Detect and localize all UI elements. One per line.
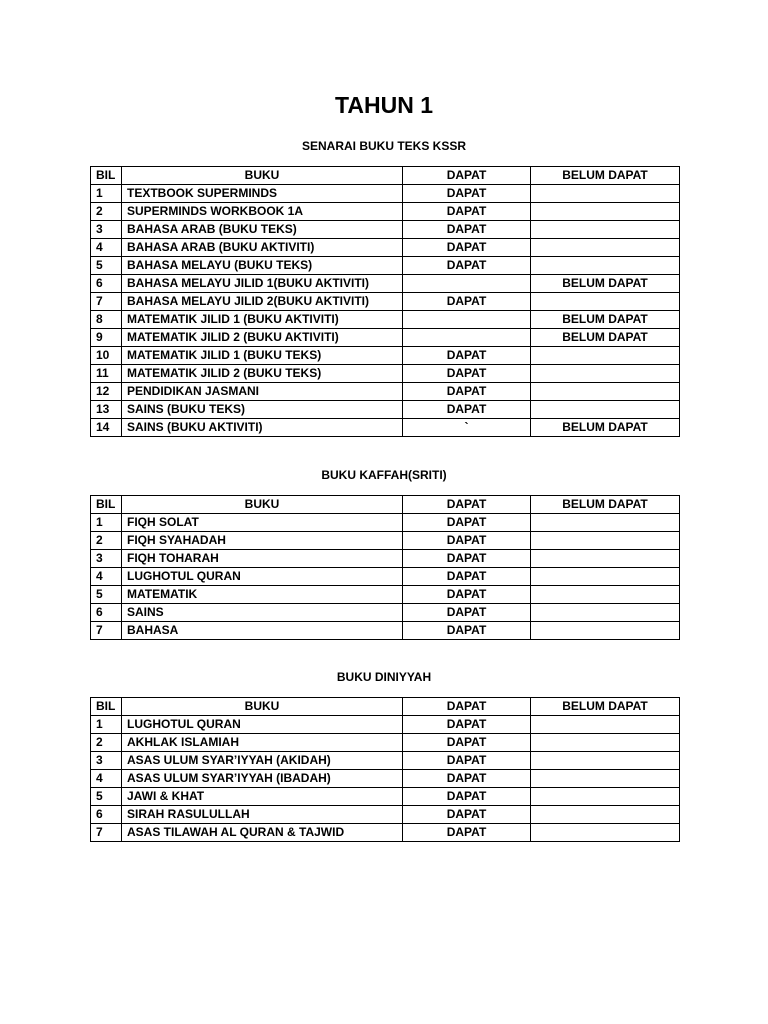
buku-cell: JAWI & KHAT xyxy=(122,788,403,806)
dapat-cell: DAPAT xyxy=(403,293,531,311)
bil-cell: 5 xyxy=(91,586,122,604)
table-row xyxy=(91,586,680,604)
dapat-cell: DAPAT xyxy=(403,550,531,568)
belum-dapat-cell xyxy=(531,586,680,604)
belum-dapat-cell xyxy=(531,347,680,365)
table-kssr xyxy=(90,166,680,437)
buku-cell: ASAS TILAWAH AL QURAN & TAJWID xyxy=(122,824,403,842)
bil-cell: 1 xyxy=(91,514,122,532)
section-title-kssr: SENARAI BUKU TEKS KSSR xyxy=(301,139,466,153)
table-row xyxy=(91,514,680,532)
belum-dapat-cell xyxy=(531,752,680,770)
table-row xyxy=(91,383,680,401)
table-header-row xyxy=(91,496,680,514)
table-row xyxy=(91,203,680,221)
dapat-cell: DAPAT xyxy=(403,514,531,532)
dapat-cell xyxy=(403,311,531,329)
table-row xyxy=(91,293,680,311)
bil-cell: 7 xyxy=(91,622,122,640)
bil-cell: 3 xyxy=(91,221,122,239)
buku-cell: SAINS xyxy=(122,604,403,622)
dapat-cell: DAPAT xyxy=(403,568,531,586)
table-row xyxy=(91,806,680,824)
belum-dapat-cell xyxy=(531,293,680,311)
bil-cell: 5 xyxy=(91,257,122,275)
section-title-diniyyah: BUKU DINIYYAH xyxy=(336,670,432,684)
buku-cell: PENDIDIKAN JASMANI xyxy=(122,383,403,401)
header-bil: BIL xyxy=(91,167,122,185)
belum-dapat-cell xyxy=(531,550,680,568)
table-row xyxy=(91,550,680,568)
table-row xyxy=(91,716,680,734)
dapat-cell: DAPAT xyxy=(403,824,531,842)
bil-cell: 6 xyxy=(91,806,122,824)
belum-dapat-cell: BELUM DAPAT xyxy=(531,329,680,347)
header-belum-dapat: BELUM DAPAT xyxy=(531,698,680,716)
dapat-cell: DAPAT xyxy=(403,752,531,770)
buku-cell: MATEMATIK JILID 2 (BUKU AKTIVITI) xyxy=(122,329,403,347)
bil-cell: 7 xyxy=(91,824,122,842)
buku-cell: SIRAH RASULULLAH xyxy=(122,806,403,824)
dapat-cell xyxy=(403,329,531,347)
bil-cell: 2 xyxy=(91,532,122,550)
buku-cell: BAHASA MELAYU JILID 1(BUKU AKTIVITI) xyxy=(122,275,403,293)
buku-cell: BAHASA xyxy=(122,622,403,640)
header-dapat: DAPAT xyxy=(403,698,531,716)
section-title-kaffah: BUKU KAFFAH(SRITI) xyxy=(321,468,447,482)
table-row xyxy=(91,788,680,806)
buku-cell: ASAS ULUM SYAR’IYYAH (IBADAH) xyxy=(122,770,403,788)
bil-cell: 2 xyxy=(91,734,122,752)
dapat-cell: DAPAT xyxy=(403,734,531,752)
buku-cell: MATEMATIK JILID 1 (BUKU TEKS) xyxy=(122,347,403,365)
belum-dapat-cell xyxy=(531,365,680,383)
buku-cell: MATEMATIK xyxy=(122,586,403,604)
table-header-row xyxy=(91,698,680,716)
bil-cell: 1 xyxy=(91,716,122,734)
page-title: TAHUN 1 xyxy=(335,92,433,118)
belum-dapat-cell xyxy=(531,532,680,550)
bil-cell: 1 xyxy=(91,185,122,203)
bil-cell: 3 xyxy=(91,550,122,568)
buku-cell: SAINS (BUKU TEKS) xyxy=(122,401,403,419)
belum-dapat-cell xyxy=(531,622,680,640)
bil-cell: 6 xyxy=(91,275,122,293)
bil-cell: 14 xyxy=(91,419,122,437)
table-row xyxy=(91,419,680,437)
dapat-cell: DAPAT xyxy=(403,401,531,419)
dapat-cell: DAPAT xyxy=(403,532,531,550)
dapat-cell: DAPAT xyxy=(403,347,531,365)
dapat-cell: DAPAT xyxy=(403,365,531,383)
dapat-cell: ` xyxy=(403,419,531,437)
bil-cell: 13 xyxy=(91,401,122,419)
dapat-cell: DAPAT xyxy=(403,257,531,275)
bil-cell: 4 xyxy=(91,770,122,788)
belum-dapat-cell: BELUM DAPAT xyxy=(531,419,680,437)
bil-cell: 7 xyxy=(91,293,122,311)
header-belum-dapat: BELUM DAPAT xyxy=(531,167,680,185)
belum-dapat-cell xyxy=(531,514,680,532)
bil-cell: 10 xyxy=(91,347,122,365)
bil-cell: 8 xyxy=(91,311,122,329)
table-row xyxy=(91,329,680,347)
buku-cell: AKHLAK ISLAMIAH xyxy=(122,734,403,752)
dapat-cell: DAPAT xyxy=(403,788,531,806)
buku-cell: ASAS ULUM SYAR’IYYAH (AKIDAH) xyxy=(122,752,403,770)
table-row xyxy=(91,239,680,257)
belum-dapat-cell xyxy=(531,568,680,586)
belum-dapat-cell xyxy=(531,806,680,824)
buku-cell: FIQH SYAHADAH xyxy=(122,532,403,550)
buku-cell: BAHASA ARAB (BUKU TEKS) xyxy=(122,221,403,239)
bil-cell: 12 xyxy=(91,383,122,401)
belum-dapat-cell xyxy=(531,716,680,734)
table-row xyxy=(91,622,680,640)
belum-dapat-cell xyxy=(531,824,680,842)
header-bil: BIL xyxy=(91,496,122,514)
header-belum-dapat: BELUM DAPAT xyxy=(531,496,680,514)
dapat-cell: DAPAT xyxy=(403,770,531,788)
belum-dapat-cell xyxy=(531,203,680,221)
table-row xyxy=(91,401,680,419)
dapat-cell: DAPAT xyxy=(403,604,531,622)
buku-cell: SUPERMINDS WORKBOOK 1A xyxy=(122,203,403,221)
table-diniyyah xyxy=(90,697,680,842)
buku-cell: MATEMATIK JILID 2 (BUKU TEKS) xyxy=(122,365,403,383)
table-row xyxy=(91,221,680,239)
table-row xyxy=(91,365,680,383)
belum-dapat-cell xyxy=(531,383,680,401)
dapat-cell: DAPAT xyxy=(403,716,531,734)
bil-cell: 6 xyxy=(91,604,122,622)
bil-cell: 5 xyxy=(91,788,122,806)
bil-cell: 9 xyxy=(91,329,122,347)
table-row xyxy=(91,752,680,770)
buku-cell: LUGHOTUL QURAN xyxy=(122,716,403,734)
dapat-cell xyxy=(403,275,531,293)
header-buku: BUKU xyxy=(122,698,403,716)
belum-dapat-cell xyxy=(531,239,680,257)
table-row xyxy=(91,532,680,550)
buku-cell: FIQH TOHARAH xyxy=(122,550,403,568)
header-bil: BIL xyxy=(91,698,122,716)
dapat-cell: DAPAT xyxy=(403,185,531,203)
dapat-cell: DAPAT xyxy=(403,622,531,640)
buku-cell: FIQH SOLAT xyxy=(122,514,403,532)
table-row xyxy=(91,770,680,788)
table-header-row xyxy=(91,167,680,185)
belum-dapat-cell xyxy=(531,604,680,622)
buku-cell: TEXTBOOK SUPERMINDS xyxy=(122,185,403,203)
dapat-cell: DAPAT xyxy=(403,239,531,257)
table-row xyxy=(91,347,680,365)
bil-cell: 11 xyxy=(91,365,122,383)
belum-dapat-cell xyxy=(531,401,680,419)
table-row xyxy=(91,824,680,842)
dapat-cell: DAPAT xyxy=(403,221,531,239)
buku-cell: SAINS (BUKU AKTIVITI) xyxy=(122,419,403,437)
buku-cell: BAHASA ARAB (BUKU AKTIVITI) xyxy=(122,239,403,257)
belum-dapat-cell xyxy=(531,221,680,239)
belum-dapat-cell xyxy=(531,770,680,788)
header-dapat: DAPAT xyxy=(403,496,531,514)
belum-dapat-cell: BELUM DAPAT xyxy=(531,275,680,293)
bil-cell: 2 xyxy=(91,203,122,221)
table-row xyxy=(91,311,680,329)
table-row xyxy=(91,568,680,586)
belum-dapat-cell xyxy=(531,257,680,275)
header-dapat: DAPAT xyxy=(403,167,531,185)
belum-dapat-cell xyxy=(531,185,680,203)
buku-cell: BAHASA MELAYU JILID 2(BUKU AKTIVITI) xyxy=(122,293,403,311)
table-row xyxy=(91,257,680,275)
table-kaffah xyxy=(90,495,680,640)
buku-cell: LUGHOTUL QURAN xyxy=(122,568,403,586)
bil-cell: 3 xyxy=(91,752,122,770)
belum-dapat-cell xyxy=(531,734,680,752)
table-row xyxy=(91,604,680,622)
dapat-cell: DAPAT xyxy=(403,806,531,824)
bil-cell: 4 xyxy=(91,239,122,257)
header-buku: BUKU xyxy=(122,496,403,514)
header-buku: BUKU xyxy=(122,167,403,185)
dapat-cell: DAPAT xyxy=(403,586,531,604)
buku-cell: MATEMATIK JILID 1 (BUKU AKTIVITI) xyxy=(122,311,403,329)
dapat-cell: DAPAT xyxy=(403,383,531,401)
buku-cell: BAHASA MELAYU (BUKU TEKS) xyxy=(122,257,403,275)
belum-dapat-cell xyxy=(531,788,680,806)
bil-cell: 4 xyxy=(91,568,122,586)
table-row xyxy=(91,185,680,203)
table-row xyxy=(91,275,680,293)
belum-dapat-cell: BELUM DAPAT xyxy=(531,311,680,329)
table-row xyxy=(91,734,680,752)
dapat-cell: DAPAT xyxy=(403,203,531,221)
